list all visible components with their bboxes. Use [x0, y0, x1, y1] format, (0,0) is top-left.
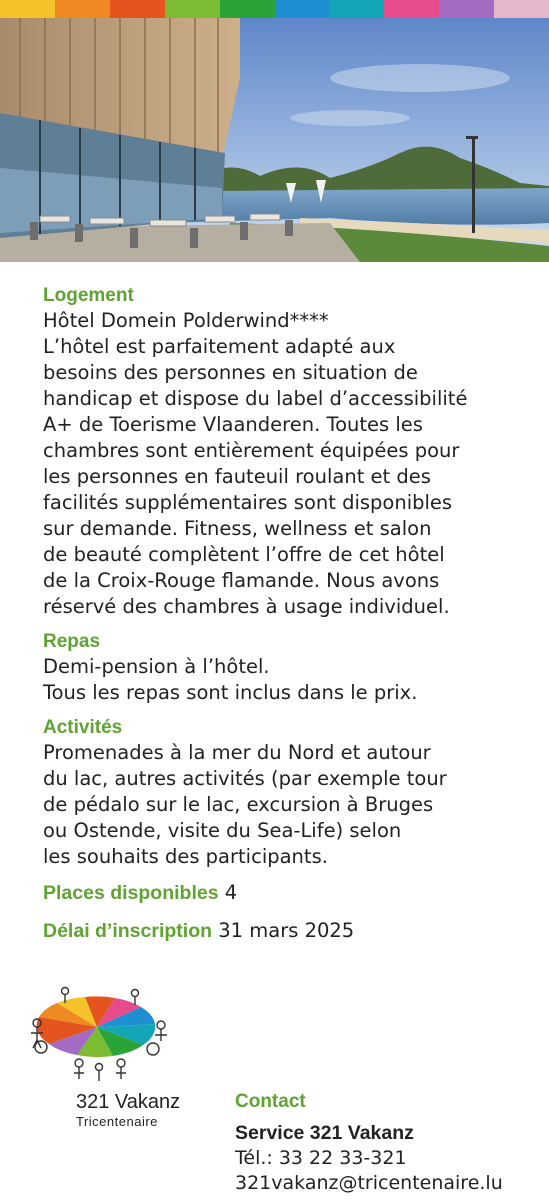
activites-line: du lac, autres activités (par exemple tour: [43, 767, 447, 790]
logement-line: handicap et dispose du label d’accessibilité: [43, 387, 468, 410]
logement-line: facilités supplémentaires sont disponibles: [43, 491, 453, 514]
section-title: Repas: [43, 631, 101, 652]
stripe-purple: [439, 0, 494, 18]
logement-line: Hôtel Domein Polderwind****: [43, 309, 329, 332]
logement-line: chambres sont entièrement équipées pour: [43, 439, 460, 462]
brand-name: 321 Vakanz: [76, 1091, 181, 1113]
contact-email[interactable]: 321vakanz@tricentenaire.lu: [235, 1172, 503, 1194]
logement-line: réservé des chambres à usage individuel.: [43, 595, 450, 618]
contact-phone[interactable]: Tél.: 33 22 33-321: [235, 1147, 407, 1169]
stripe-lightpink: [494, 0, 549, 18]
activites-line: ou Ostende, visite du Sea-Life) selon: [43, 819, 402, 842]
section-title: Activités: [43, 717, 123, 738]
stripe-red: [110, 0, 165, 18]
stripe-orange: [55, 0, 110, 18]
stripe-yellow: [0, 0, 55, 18]
deadline-value: 31 mars 2025: [218, 919, 355, 942]
places-disponibles: [43, 880, 543, 906]
color-stripe: [0, 0, 549, 18]
stripe-teal: [329, 0, 384, 18]
places-label: Places disponibles: [43, 882, 219, 904]
places-value: 4: [224, 881, 238, 904]
main-content: [43, 284, 543, 944]
repas-line: Demi-pension à l’hôtel.: [43, 655, 270, 678]
stripe-green: [220, 0, 275, 18]
logement-line: L’hôtel est parfaitement adapté aux: [43, 335, 396, 358]
activites-line: les souhaits des participants.: [43, 845, 328, 868]
section-title: Logement: [43, 285, 134, 306]
brand-block: [76, 1090, 180, 1130]
contact-title: Contact: [235, 1091, 306, 1112]
contact-block: [235, 1090, 503, 1196]
logement-line: de beauté complètent l’offre de cet hôtel: [43, 543, 445, 566]
section-activites: [43, 716, 543, 870]
logement-line: A+ de Toerisme Vlaanderen. Toutes les: [43, 413, 423, 436]
section-logement: [43, 284, 543, 620]
activites-line: de pédalo sur le lac, excursion à Bruges: [43, 793, 434, 816]
logement-line: les personnes en fauteuil roulant et des: [43, 465, 431, 488]
repas-line: Tous les repas sont inclus dans le prix.: [43, 681, 418, 704]
contact-organization: Service 321 Vakanz: [235, 1122, 414, 1144]
logement-line: de la Croix-Rouge flamande. Nous avons: [43, 569, 440, 592]
logement-line: besoins des personnes en situation de: [43, 361, 418, 384]
brand-subtitle: Tricentenaire: [76, 1114, 158, 1129]
section-repas: [43, 630, 543, 706]
hotel-photo: [0, 18, 549, 262]
activites-line: Promenades à la mer du Nord et autour: [43, 741, 431, 764]
deadline-label: Délai d’inscription: [43, 920, 213, 942]
logement-line: sur demande. Fitness, wellness et salon: [43, 517, 432, 540]
stripe-lightgreen: [165, 0, 220, 18]
stripe-pink: [384, 0, 439, 18]
vakanz-logo: [25, 985, 170, 1085]
stripe-blue: [275, 0, 330, 18]
delai-inscription: [43, 918, 543, 944]
